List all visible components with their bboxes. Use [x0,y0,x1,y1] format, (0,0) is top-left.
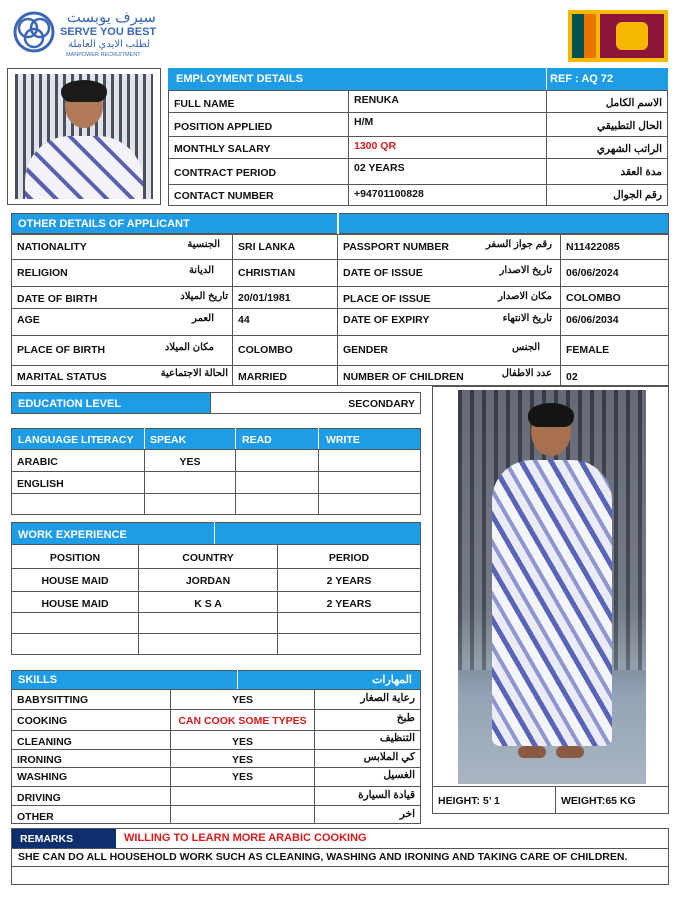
education-level-value: SECONDARY [210,392,421,414]
monthly-salary-value: 1300 QR [348,136,547,159]
employment-value: RENUKA [348,90,547,113]
skill-arabic-label: كي الملابس [314,749,421,768]
detail-arabic-label: الحالة الاجتماعية [160,368,228,379]
language-name: ENGLISH [11,471,145,494]
employment-arabic-label: مدة العقد [546,158,668,185]
work-experience-header: WORK EXPERIENCE [11,522,421,545]
detail-label: MARITAL STATUS [11,365,233,386]
work-period [277,612,421,634]
employment-value: H/M [348,112,547,137]
brand-name: SERVE YOU BEST [60,26,157,38]
language-speak [144,471,236,494]
skill-value: YES [170,689,315,710]
employment-arabic-label: الاسم الكامل [546,90,668,113]
work-column-header: COUNTRY [138,544,278,569]
skill-arabic-label: قيادة السيارة [314,786,421,806]
detail-value: COLOMBO [232,335,338,366]
applicant-full-length-photo [432,386,669,787]
detail-value: 06/06/2024 [560,259,669,287]
detail-arabic-label: تاريخ الانتهاء [502,313,552,324]
employment-label: CONTRACT PERIOD [168,158,349,185]
remarks-highlight: WILLING TO LEARN MORE ARABIC COOKING [124,832,367,844]
detail-label: NUMBER OF CHILDREN [337,365,561,386]
language-write [318,449,421,472]
detail-arabic-label: رقم جواز السفر [485,239,552,250]
detail-label: GENDER [337,335,561,366]
skill-arabic-label: التنظيف [314,730,421,750]
detail-label: DATE OF ISSUE [337,259,561,287]
skill-label: DRIVING [11,786,171,806]
detail-label: PASSPORT NUMBER [337,234,561,260]
work-position [11,612,139,634]
language-name: ARABIC [11,449,145,472]
language-header: READ [242,434,272,446]
detail-arabic-label: الديانة [188,265,214,276]
employment-arabic-label: الحال التطبيقي [546,112,668,137]
detail-arabic-label: تاريخ الميلاد [180,291,228,302]
remarks-label: REMARKS [12,829,116,849]
work-country [138,633,278,655]
detail-label: RELIGION [11,259,233,287]
sri-lanka-flag-icon [568,10,668,62]
employment-label: MONTHLY SALARY [168,136,349,159]
employment-value: 02 YEARS [348,158,547,185]
detail-label: DATE OF BIRTH [11,286,233,309]
detail-value: N11422085 [560,234,669,260]
language-name [11,493,145,515]
language-read [235,471,319,494]
skill-value [170,805,315,824]
work-column-header: PERIOD [277,544,421,569]
detail-label: AGE [11,308,233,336]
work-column-header: POSITION [11,544,139,569]
work-country: K S A [138,591,278,613]
detail-value: COLOMBO [560,286,669,309]
language-speak: YES [144,449,236,472]
knot-logo-icon [12,10,56,54]
work-period [277,633,421,655]
employment-details-header: EMPLOYMENT DETAILS REF : AQ 72 [168,68,668,90]
skill-arabic-label: طبخ [314,709,421,731]
weight-value: WEIGHT:65 KG [555,786,669,814]
employment-arabic-label: رقم الجوال [546,184,668,206]
detail-value: 20/01/1981 [232,286,338,309]
language-write [318,471,421,494]
brand-arabic-name: سيرف يوبست [66,9,156,26]
detail-arabic-label: عدد الاطفال [501,368,552,379]
work-position [11,633,139,655]
detail-arabic-label: مكان الميلاد [164,342,214,353]
skill-label: OTHER [11,805,171,824]
skill-value: YES [170,749,315,768]
detail-value: MARRIED [232,365,338,386]
skills-arabic-header: المهارات [372,674,412,686]
remarks-text: SHE CAN DO ALL HOUSEHOLD WORK SUCH AS CLEANING, WASHING AND IRONING AND TAKING CARE OF CHILDREN. [18,851,628,863]
detail-value: SRI LANKA [232,234,338,260]
skill-arabic-label: اخر [314,805,421,824]
work-period: 2 YEARS [277,591,421,613]
skill-arabic-label: الغسيل [314,767,421,787]
work-position: HOUSE MAID [11,568,139,592]
other-details-header: OTHER DETAILS OF APPLICANT [11,213,669,234]
skill-label: CLEANING [11,730,171,750]
brand-tagline: MANPOWER RECRUITMENT [66,52,141,58]
language-header: SPEAK [150,434,187,446]
detail-label: NATIONALITY [11,234,233,260]
skill-label: COOKING [11,709,171,731]
language-read [235,449,319,472]
height-value: HEIGHT: 5’ 1 [432,786,556,814]
detail-label: DATE OF EXPIRY [337,308,561,336]
work-country [138,612,278,634]
brand-arabic-tagline: لطلب الايدي العاملة [68,39,151,50]
language-write [318,493,421,515]
detail-value: 06/06/2034 [560,308,669,336]
employment-label: POSITION APPLIED [168,112,349,137]
company-logo [10,8,170,60]
detail-arabic-label: العمر [192,313,214,324]
employment-label: FULL NAME [168,90,349,113]
applicant-portrait-photo [7,68,161,205]
work-position: HOUSE MAID [11,591,139,613]
language-header: WRITE [326,434,360,446]
skill-label: IRONING [11,749,171,768]
language-speak [144,493,236,515]
skill-label: WASHING [11,767,171,787]
detail-arabic-label: تاريخ الاصدار [499,265,552,276]
language-header: LANGUAGE LITERACY [18,434,134,446]
skills-header: SKILLS المهارات [11,670,421,690]
detail-label: PLACE OF ISSUE [337,286,561,309]
detail-arabic-label: الجنسية [187,239,220,250]
contact-number-value: +94701100828 [348,184,547,206]
reference-number: REF : AQ 72 [550,73,614,85]
work-country: JORDAN [138,568,278,592]
employment-label: CONTACT NUMBER [168,184,349,206]
education-level-label: EDUCATION LEVEL [11,392,211,414]
detail-value: 44 [232,308,338,336]
skill-value: YES [170,767,315,787]
detail-arabic-label: الجنس [511,342,540,353]
employment-arabic-label: الراتب الشهري [546,136,668,159]
language-read [235,493,319,515]
detail-value: 02 [560,365,669,386]
skill-arabic-label: رعاية الصغار [314,689,421,710]
skill-label: BABYSITTING [11,689,171,710]
work-period: 2 YEARS [277,568,421,592]
detail-value: FEMALE [560,335,669,366]
detail-arabic-label: مكان الاصدار [498,291,552,302]
skill-value [170,786,315,806]
detail-label: PLACE OF BIRTH [11,335,233,366]
cooking-skill-value: CAN COOK SOME TYPES [170,709,315,731]
skill-value: YES [170,730,315,750]
detail-value: CHRISTIAN [232,259,338,287]
